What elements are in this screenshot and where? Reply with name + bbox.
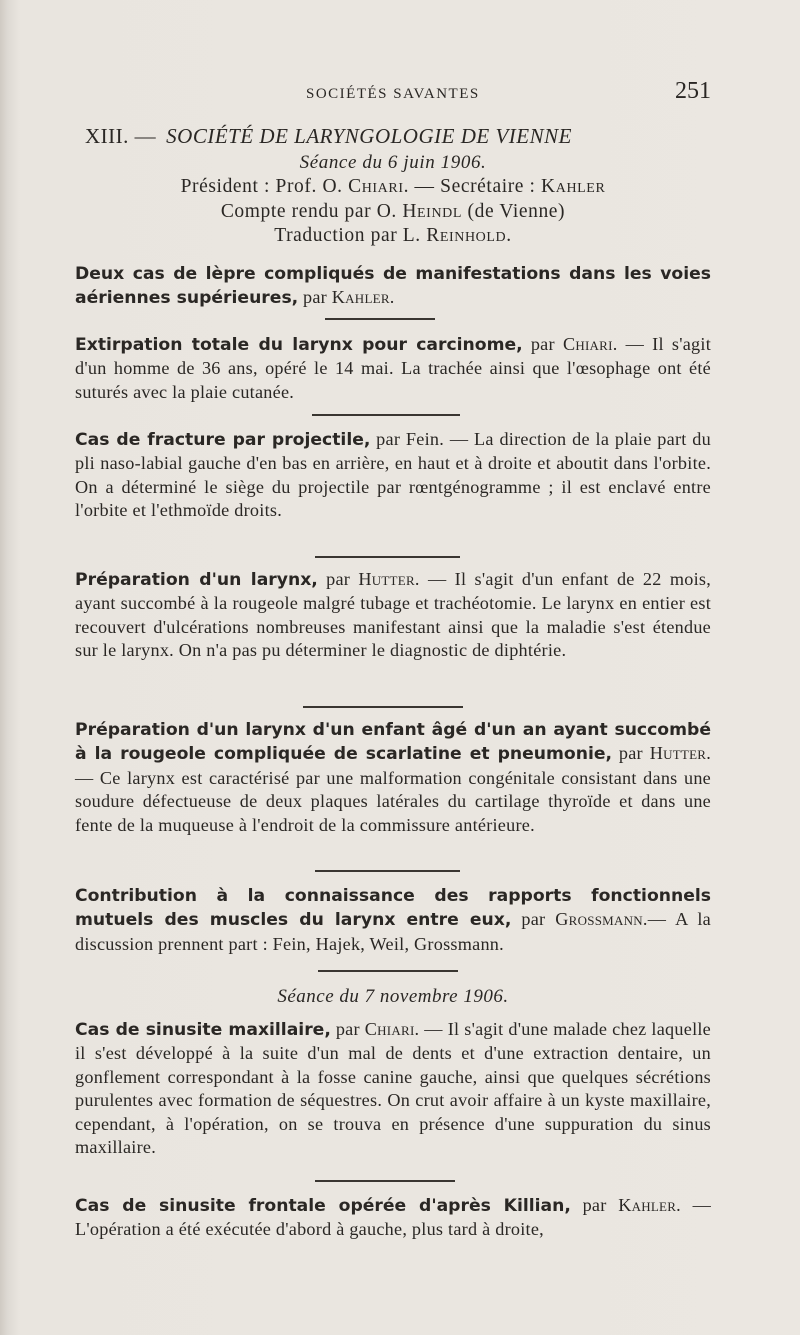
entry-text: . — L'opération a été exécutée d'abord à gauche, plus tard à droite, (75, 1195, 712, 1240)
entry-title: Cas de sinusite maxillaire, (75, 1020, 331, 1040)
translation-suffix: . (506, 225, 512, 246)
reporter-name: Heindl (402, 201, 463, 222)
entry-author: Kahler (331, 287, 390, 308)
president-prefix: Président : Prof. O. (180, 176, 343, 197)
entry-text: . — Il s'agit d'un enfant de 22 mois, ayant succombé à la rougeole malgré tubage et trachéotomie. Le larynx en entier est recouvert d'ulcérations nombreuses manifestant ainsi que la maladie s'est étendue sur le larynx. On n'a pas pu déterminer le diagnostic de diphtérie. (75, 569, 711, 661)
entry-text: . (389, 287, 395, 308)
entry-text: . — Il s'agit d'une malade chez laquelle il s'est développé à la suite d'un mal de dents et d'une extraction dentaire, un gonflement correspondant à la fosse canine gauche, ainsi que quelques sécrétions purulentes avec formation de séquestres. On crut avoir affaire à un kyste maxillaire, cependant, à l'opération, on se trouva en présence d'une suppuration du sinus maxillaire. (75, 1019, 711, 1158)
separator-rule (325, 318, 435, 320)
report-suffix: (de Vienne) (467, 201, 566, 222)
entry-by: par (335, 1019, 360, 1039)
session-date: Séance du 6 juin 1906. (299, 152, 487, 173)
officers-line (75, 176, 711, 198)
separator-rule (315, 870, 460, 872)
entry-title: Contribution à la connaissance des rapports fonctionnels mutuels des muscles du larynx entre eux, (75, 886, 711, 931)
society-name: SOCIÉTÉ DE LARYNGOLOGIE DE VIENNE (166, 124, 572, 148)
entry-preparation-larynx (75, 568, 711, 663)
translator-name: Reinhold (426, 225, 507, 246)
entry-lepre (75, 262, 711, 311)
entry-author: Chiari (562, 334, 613, 354)
page-number: 251 (675, 78, 711, 104)
section-title (85, 124, 711, 149)
entry-title: Préparation d'un larynx d'un enfant âgé d'un an ayant succombé à la rougeole compliquée de scarlatine et pneumonie, (75, 720, 711, 765)
translation-line (75, 225, 711, 247)
entry-by: par (582, 1195, 607, 1215)
entry-by: par (376, 429, 401, 449)
entry-author: Chiari (364, 1019, 415, 1039)
secretary-prefix: . — Secrétaire : (403, 176, 536, 197)
secretary-name: Kahler (541, 176, 606, 197)
entry-extirpation (75, 333, 711, 404)
entry-text: . — Ce larynx est caractérisé par une malformation congénitale consistant dans une soudure défectueuse de deux plaques latérales du cartilage thyroïde et dans une fente de la muqueuse à l'endroit de la commissure antérieure. (75, 743, 712, 835)
entry-fracture (75, 428, 711, 523)
entry-title: Cas de fracture par projectile, (75, 430, 371, 450)
entry-author: Hutter (649, 743, 707, 764)
entry-text: . — Il s'agit d'un homme de 36 ans, opéré le 14 mai. La trachée ainsi que l'œsophage ont été suturés avec la plaie cutanée. (75, 334, 712, 402)
separator-rule (315, 556, 460, 558)
entry-title: Extirpation totale du larynx pour carcinome, (75, 335, 523, 355)
entry-larynx-enfant (75, 718, 711, 837)
running-head: SOCIÉTÉS SAVANTES (306, 86, 480, 102)
translation-prefix: Traduction par L. (274, 225, 421, 246)
separator-rule (318, 970, 458, 972)
entry-contribution (75, 884, 711, 956)
entry-title: Cas de sinusite frontale opérée d'après Killian, (75, 1196, 571, 1216)
session-date-2: Séance du 7 novembre 1906. (277, 986, 509, 1007)
entry-text: .— A la discussion prennent part : Fein, Hajek, Weil, Grossmann. (75, 909, 712, 954)
entry-by: par (521, 909, 546, 930)
report-prefix: Compte rendu par O. (220, 201, 397, 222)
entry-author: Grossmann (555, 909, 643, 930)
section-number: XIII. — (85, 124, 157, 148)
entry-sinusite-maxillaire (75, 1018, 711, 1159)
entry-author: Fein (405, 429, 440, 449)
entry-by: par (326, 569, 351, 589)
page-header (75, 76, 711, 106)
entry-title: Deux cas de lèpre compliqués de manifestations dans les voies aériennes supérieures, (75, 264, 711, 309)
separator-rule (312, 414, 460, 416)
entry-author: Kahler (618, 1195, 677, 1215)
entry-text: . — La direction de la plaie part du pli naso-labial gauche d'en bas en arrière, en haut et à droite et aboutit dans l'orbite. On a déterminé le siège du projectile par rœntgénogramme ; il est enclavé entre l'orbite et l'ethmoïde droits. (75, 429, 711, 521)
entry-author: Hutter (358, 569, 415, 589)
entry-by: par (618, 743, 643, 764)
report-line (75, 201, 711, 223)
entry-by: par (303, 287, 327, 308)
separator-rule (303, 706, 463, 708)
entry-title: Préparation d'un larynx, (75, 570, 318, 590)
entry-sinusite-frontale (75, 1194, 711, 1242)
president-name: Chiari (348, 176, 404, 197)
entry-by: par (530, 334, 555, 354)
separator-rule (315, 1180, 455, 1182)
